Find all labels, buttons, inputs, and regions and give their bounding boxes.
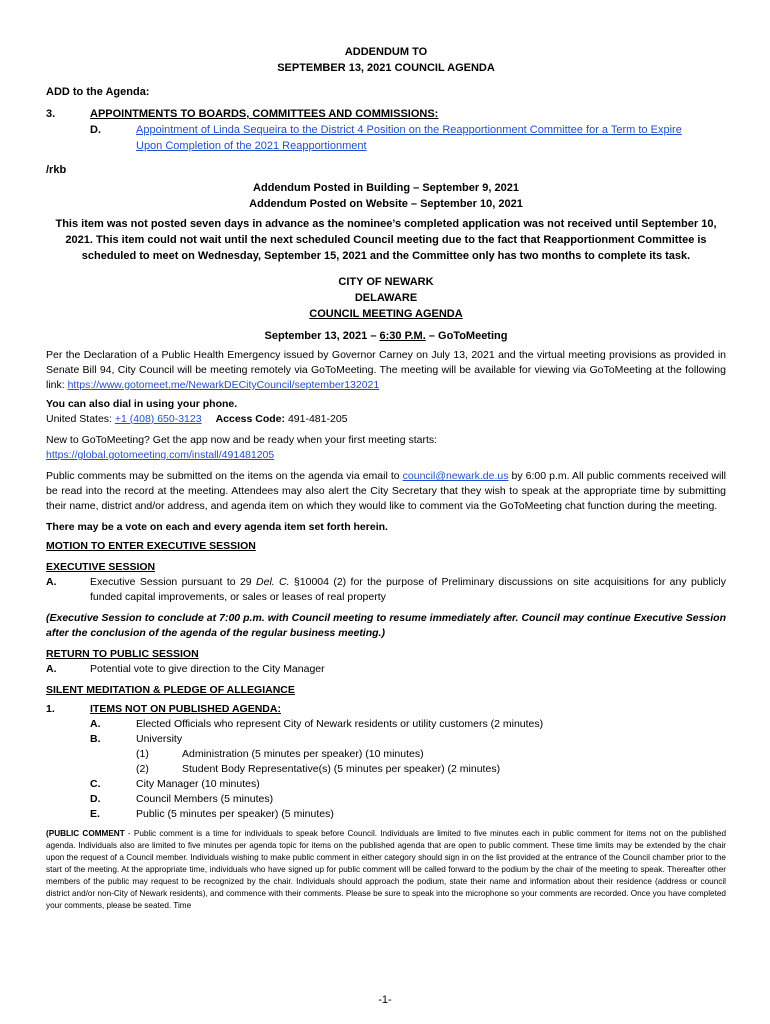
- list-item: [90, 732, 726, 747]
- meeting-date: [46, 328, 726, 344]
- new-to-gotomeeting: New to GoToMeeting? Get the app now and be ready when your first meeting starts:: [46, 434, 438, 446]
- addendum-item-3: [46, 106, 726, 122]
- dial-country: United States:: [46, 413, 115, 425]
- council-email-link[interactable]: council@newark.de.us: [402, 470, 509, 482]
- meeting-platform: – GoToMeeting: [425, 330, 508, 342]
- sub-text: Elected Officials who represent City of Newark residents or utility customers (2 minutes): [136, 718, 544, 730]
- agenda-title: COUNCIL MEETING AGENDA: [309, 308, 463, 320]
- return-item-letter: A.: [46, 663, 57, 675]
- sub-num: (2): [136, 763, 149, 775]
- access-code: 491-481-205: [285, 413, 348, 425]
- posted-on-website: Addendum Posted on Website – September 10, 2021: [249, 198, 523, 210]
- intro-paragraph: [46, 348, 726, 393]
- public-comment-note: [46, 828, 726, 912]
- posted-in-building: Addendum Posted in Building – September 9, 2021: [253, 182, 519, 194]
- appointment-link[interactable]: [136, 122, 682, 154]
- public-comments-paragraph: [46, 469, 726, 514]
- executive-session-note: (Executive Session to conclude at 7:00 p.m. with Council meeting to resume immediately after. Council may continue Executive Session after the conclusion of the agenda of the regular business meeting.): [46, 612, 726, 639]
- sub-letter: E.: [90, 808, 100, 820]
- sub-text: Student Body Representative(s) (5 minutes per speaker) (2 minutes): [182, 763, 501, 775]
- sub-letter: D.: [90, 793, 101, 805]
- dial-number-link[interactable]: +1 (408) 650-3123: [114, 413, 202, 425]
- public-comment-label: (PUBLIC COMMENT: [46, 829, 125, 838]
- sub-letter: D.: [90, 124, 101, 136]
- add-to-agenda-label: ADD to the Agenda:: [46, 86, 150, 98]
- sub-text: Council Members (5 minutes): [136, 793, 274, 805]
- addendum-title: [46, 44, 726, 76]
- silent-meditation-heading: SILENT MEDITATION & PLEDGE OF ALLEGIANCE: [46, 684, 295, 696]
- sub-text: Administration (5 minutes per speaker) (10 minutes): [182, 748, 424, 760]
- exec-item-letter: A.: [46, 576, 57, 588]
- list-item: [90, 717, 726, 732]
- return-public-session-heading: RETURN TO PUBLIC SESSION: [46, 648, 199, 660]
- initials: /rkb: [46, 164, 67, 176]
- install-link[interactable]: https://global.gotomeeting.com/install/491481205: [46, 449, 275, 461]
- appointment-link-line1[interactable]: Appointment of Linda Sequeira to the District 4 Position on the Reapportionment Committee for a Term to Expire: [136, 124, 682, 136]
- agenda-item-1: [46, 702, 726, 717]
- exec-item-post: §10004 (2) for the purpose of Preliminary discussions on site acquisitions for any publicly funded capital improvements, or sales or leases of real property: [90, 576, 726, 603]
- appointment-link-line2[interactable]: Upon Completion of the 2021 Reapportionment: [136, 140, 367, 152]
- sub-text: University: [136, 733, 183, 745]
- return-item-text: Potential vote to give direction to the City Manager: [90, 663, 325, 675]
- item1-subitems: [46, 717, 726, 822]
- comments-text-a: Public comments may be submitted on the items on the agenda via email to: [46, 470, 403, 482]
- public-comment-text: - Public comment is a time for individuals to speak before Council. Individuals are limited to five minutes each in public comment for items not on the published agenda. Individuals also are limited to five minutes per agenda topic for items on the published agenda that are open to public comment. These time limits may be extended by the chair upon the request of a Council member. Individuals wishing to make public comment in either category should sign in on the list provided at the entrance of the Council chamber prior to the start of the meeting. At the appropriate time, individuals who have signed up for public comment will be called forward to the podium by the chair of the meeting to speak. Thereafter other members of the public may request to be recognized by the chair. Individuals should approach the podium, state their name and information about their residence (address or council district and/or non-City of Newark residents), and commence with their comments. Please be sure to speak into the microphone so your comments are recorded. Once you have completed your comments, please be seated. Time: [46, 829, 726, 910]
- item-title: APPOINTMENTS TO BOARDS, COMMITTEES AND COMMISSIONS:: [90, 108, 439, 120]
- meeting-date-text: September 13, 2021 –: [264, 330, 380, 342]
- addendum-title-line1: ADDENDUM TO: [344, 46, 428, 58]
- page-number: -1-: [378, 994, 392, 1006]
- exec-item-text: [90, 575, 726, 605]
- list-item: [90, 777, 726, 792]
- sub-num: (1): [136, 748, 149, 760]
- city-name: CITY OF NEWARK: [338, 276, 434, 288]
- exec-item-pre: Executive Session pursuant to 29: [90, 576, 257, 588]
- addendum-title-line2: SEPTEMBER 13, 2021 COUNCIL AGENDA: [277, 62, 495, 74]
- list-item: [90, 792, 726, 807]
- list-item: [90, 807, 726, 822]
- item1-number: 1.: [46, 703, 55, 715]
- dial-info: [46, 412, 726, 427]
- addendum-item-3d: [46, 122, 726, 154]
- gotomeeting-link[interactable]: https://www.gotomeet.me/NewarkDECityCouncil/september132021: [67, 379, 380, 391]
- executive-session-item-a: [46, 575, 726, 605]
- return-item-a: [46, 662, 726, 677]
- vote-notice: There may be a vote on each and every agenda item set forth herein.: [46, 521, 388, 533]
- sub-letter: A.: [90, 718, 101, 730]
- intro-text: Per the Declaration of a Public Health Emergency issued by Governor Carney on July 13, 2021 and the virtual meeting provisions as provided in Senate Bill 94, City Council will be meeting remotely via GoToMeeting. The meeting will be available for viewing via GoToMeeting at the following link:: [46, 349, 726, 391]
- list-item: [90, 747, 726, 762]
- sub-text: Public (5 minutes per speaker) (5 minutes): [136, 808, 334, 820]
- dial-heading: You can also dial in using your phone.: [46, 398, 238, 410]
- access-code-label: Access Code:: [215, 413, 286, 425]
- item1-title: ITEMS NOT ON PUBLISHED AGENDA:: [90, 703, 281, 715]
- list-item: [90, 762, 726, 777]
- sub-letter: C.: [90, 778, 101, 790]
- state-name: DELAWARE: [354, 292, 418, 304]
- agenda-heading: [46, 274, 726, 322]
- meeting-time: 6:30 P.M.: [379, 330, 426, 342]
- late-posting-notice: This item was not posted seven days in advance as the nominee’s completed application was not received until September 10, 2021. This item could not wait until the next scheduled Council meeting due to the fact that Reapportionment Committee is scheduled to meet on Wednesday, September 15, 2021 and the Committee only has two months to complete its task.: [55, 218, 717, 262]
- exec-item-cite: Del. C.: [256, 576, 290, 588]
- comments-text-b: by 6:00 p.m. All public comments received will be read into the record at the meeting. Attendees may also alert the City Secretary that they wish to speak at the appropriate time by submitting their name, district and/or address, and agenda item on which they would like to comment via the GoToMeeting chat function during the meeting.: [46, 470, 726, 512]
- executive-session-heading: EXECUTIVE SESSION: [46, 561, 156, 573]
- sub-letter: B.: [90, 733, 101, 745]
- motion-executive-session: MOTION TO ENTER EXECUTIVE SESSION: [46, 540, 256, 552]
- sub-text: City Manager (10 minutes): [136, 778, 260, 790]
- item-number: 3.: [46, 108, 56, 120]
